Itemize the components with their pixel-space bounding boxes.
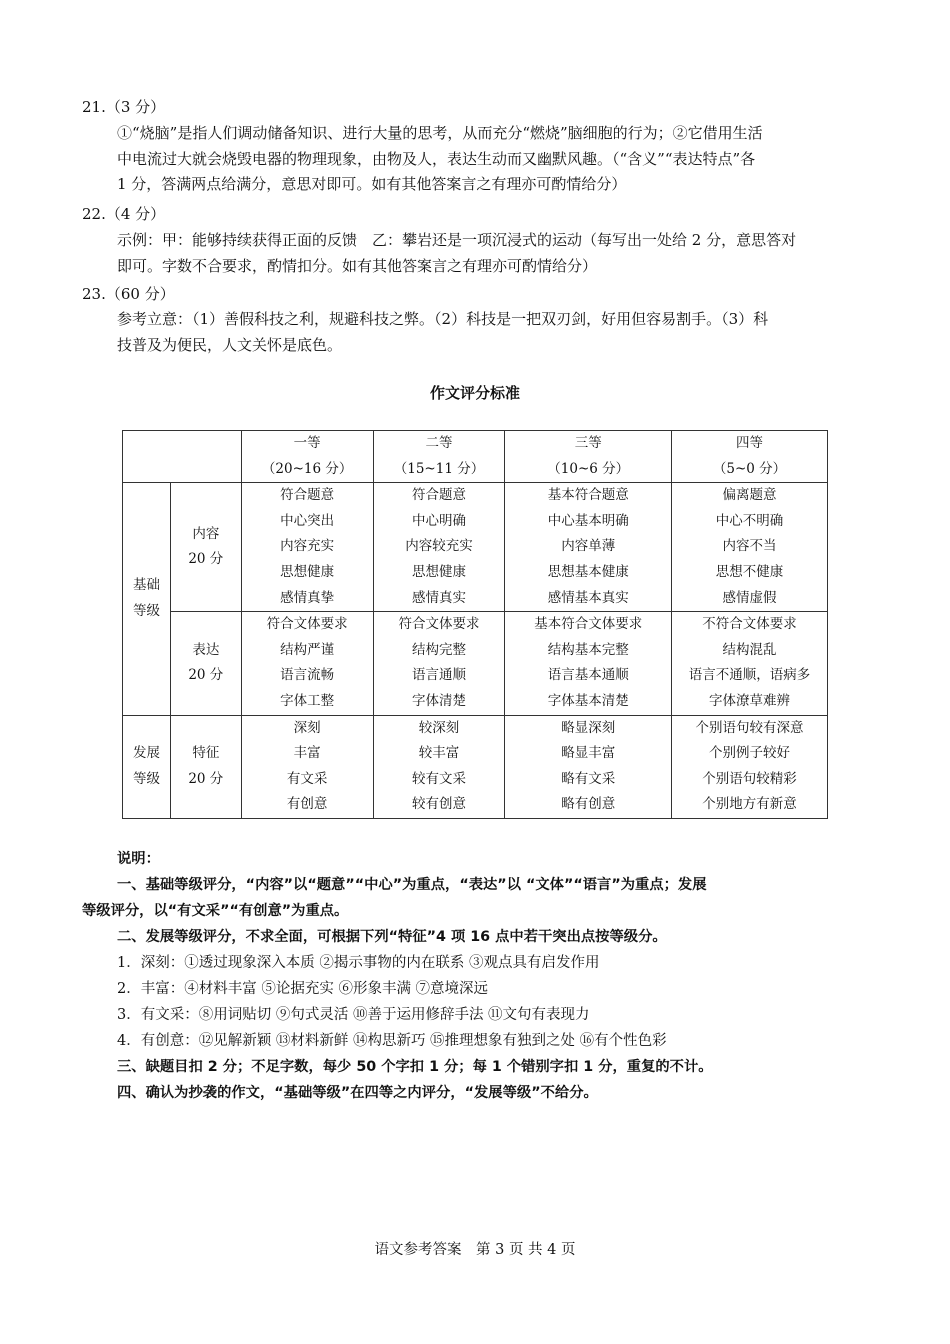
table-row-content — [123, 483, 828, 612]
notes-heading: 说明： — [117, 851, 160, 867]
basic-level-label: 基础 等级 — [123, 483, 171, 715]
grade-header-1: 一等 （20~16 分） — [241, 431, 373, 483]
expression-grade-4: 不符合文体要求 结构混乱 语言不通顺，语病多 字体潦草难辨 — [672, 612, 828, 715]
note-1: 一、基础等级评分，“内容”以“题意”“中心”为重点，“表达”以 “文体”“语言”为重点；发展 — [117, 877, 707, 893]
q23-answer — [117, 307, 869, 358]
content-label: 内容 20 分 — [170, 483, 241, 612]
q21-line: 1 分，答满两点给满分，意思对即可。如有其他答案言之有理亦可酌情给分） — [117, 175, 627, 194]
q21-number: 21.（3 分） — [82, 98, 166, 116]
grade-header-3: 三等 （10~6 分） — [505, 431, 672, 483]
feature-item: 1．深刻：①透过现象深入本质 ②揭示事物的内在联系 ③观点具有启发作用 — [117, 955, 600, 971]
content-grade-3: 基本符合题意 中心基本明确 内容单薄 思想基本健康 感情基本真实 — [505, 483, 672, 612]
q22-answer — [117, 228, 869, 279]
feature-grade-2: 较深刻 较丰富 较有文采 较有创意 — [373, 715, 505, 818]
q23-number: 23.（60 分） — [82, 285, 175, 303]
grade-header-4: 四等 （5~0 分） — [672, 431, 828, 483]
expression-label: 表达 20 分 — [170, 612, 241, 715]
feature-label: 特征 20 分 — [170, 715, 241, 818]
feature-item: 2．丰富：④材料丰富 ⑤论据充实 ⑥形象丰满 ⑦意境深远 — [117, 981, 489, 997]
q22-line: 即可。字数不合要求，酌情扣分。如有其他答案言之有理亦可酌情给分） — [117, 256, 598, 275]
table-header-row — [123, 431, 828, 483]
table-row-expression — [123, 612, 828, 715]
note-1-cont: 等级评分，以“有文采”“有创意”为重点。 — [82, 903, 349, 919]
feature-grade-1: 深刻 丰富 有文采 有创意 — [241, 715, 373, 818]
scoring-table-title: 作文评分标准 — [429, 384, 520, 402]
page-footer: 语文参考答案 第 3 页 共 4 页 — [374, 1242, 576, 1258]
development-level-label: 发展 等级 — [123, 715, 171, 818]
grade-header-2: 二等 （15~11 分） — [373, 431, 505, 483]
expression-grade-2: 符合文体要求 结构完整 语言通顺 字体清楚 — [373, 612, 505, 715]
q23-line: 技普及为便民，人文关怀是底色。 — [117, 335, 343, 354]
feature-item: 3．有文采：⑧用词贴切 ⑨句式灵活 ⑩善于运用修辞手法 ⑪文句有表现力 — [117, 1007, 590, 1023]
content-grade-1: 符合题意 中心突出 内容充实 思想健康 感情真挚 — [241, 483, 373, 612]
note-2: 二、发展等级评分，不求全面，可根据下列“特征”4 项 16 点中若干突出点按等级分。 — [117, 929, 667, 945]
feature-grade-4: 个别语句较有深意 个别例子较好 个别语句较精彩 个别地方有新意 — [672, 715, 828, 818]
table-row-features — [123, 715, 828, 818]
q21-answer — [117, 121, 869, 198]
expression-grade-1: 符合文体要求 结构严谨 语言流畅 字体工整 — [241, 612, 373, 715]
corner-cell — [123, 431, 242, 483]
note-4: 四、确认为抄袭的作文，“基础等级”在四等之内评分，“发展等级”不给分。 — [117, 1085, 598, 1101]
scoring-table — [122, 430, 828, 819]
expression-grade-3: 基本符合文体要求 结构基本完整 语言基本通顺 字体基本清楚 — [505, 612, 672, 715]
q23-line: 参考立意：（1）善假科技之利，规避科技之弊。（2）科技是一把双刃剑，好用但容易割手。（3）科 — [117, 310, 769, 328]
q21-line: ①“烧脑”是指人们调动储备知识、进行大量的思考，从而充分“燃烧”脑细胞的行为；②它借用生活 — [117, 124, 763, 142]
q22-number: 22.（4 分） — [82, 205, 166, 223]
note-3: 三、缺题目扣 2 分；不足字数，每少 50 个字扣 1 分；每 1 个错别字扣 1 分，重复的不计。 — [117, 1059, 713, 1075]
feature-grade-3: 略显深刻 略显丰富 略有文采 略有创意 — [505, 715, 672, 818]
feature-item: 4．有创意：⑫见解新颖 ⑬材料新鲜 ⑭构思新巧 ⑮推理想象有独到之处 ⑯有个性色彩 — [117, 1033, 667, 1049]
content-grade-4: 偏离题意 中心不明确 内容不当 思想不健康 感情虚假 — [672, 483, 828, 612]
q22-line: 示例：甲：能够持续获得正面的反馈 乙：攀岩还是一项沉浸式的运动（每写出一处给 2 分，意思答对 — [117, 231, 797, 249]
q21-line: 中电流过大就会烧毁电器的物理现象，由物及人，表达生动而又幽默风趣。（“含义”“表达特点”各 — [117, 149, 756, 168]
scoring-notes — [82, 846, 870, 1106]
content-grade-2: 符合题意 中心明确 内容较充实 思想健康 感情真实 — [373, 483, 505, 612]
